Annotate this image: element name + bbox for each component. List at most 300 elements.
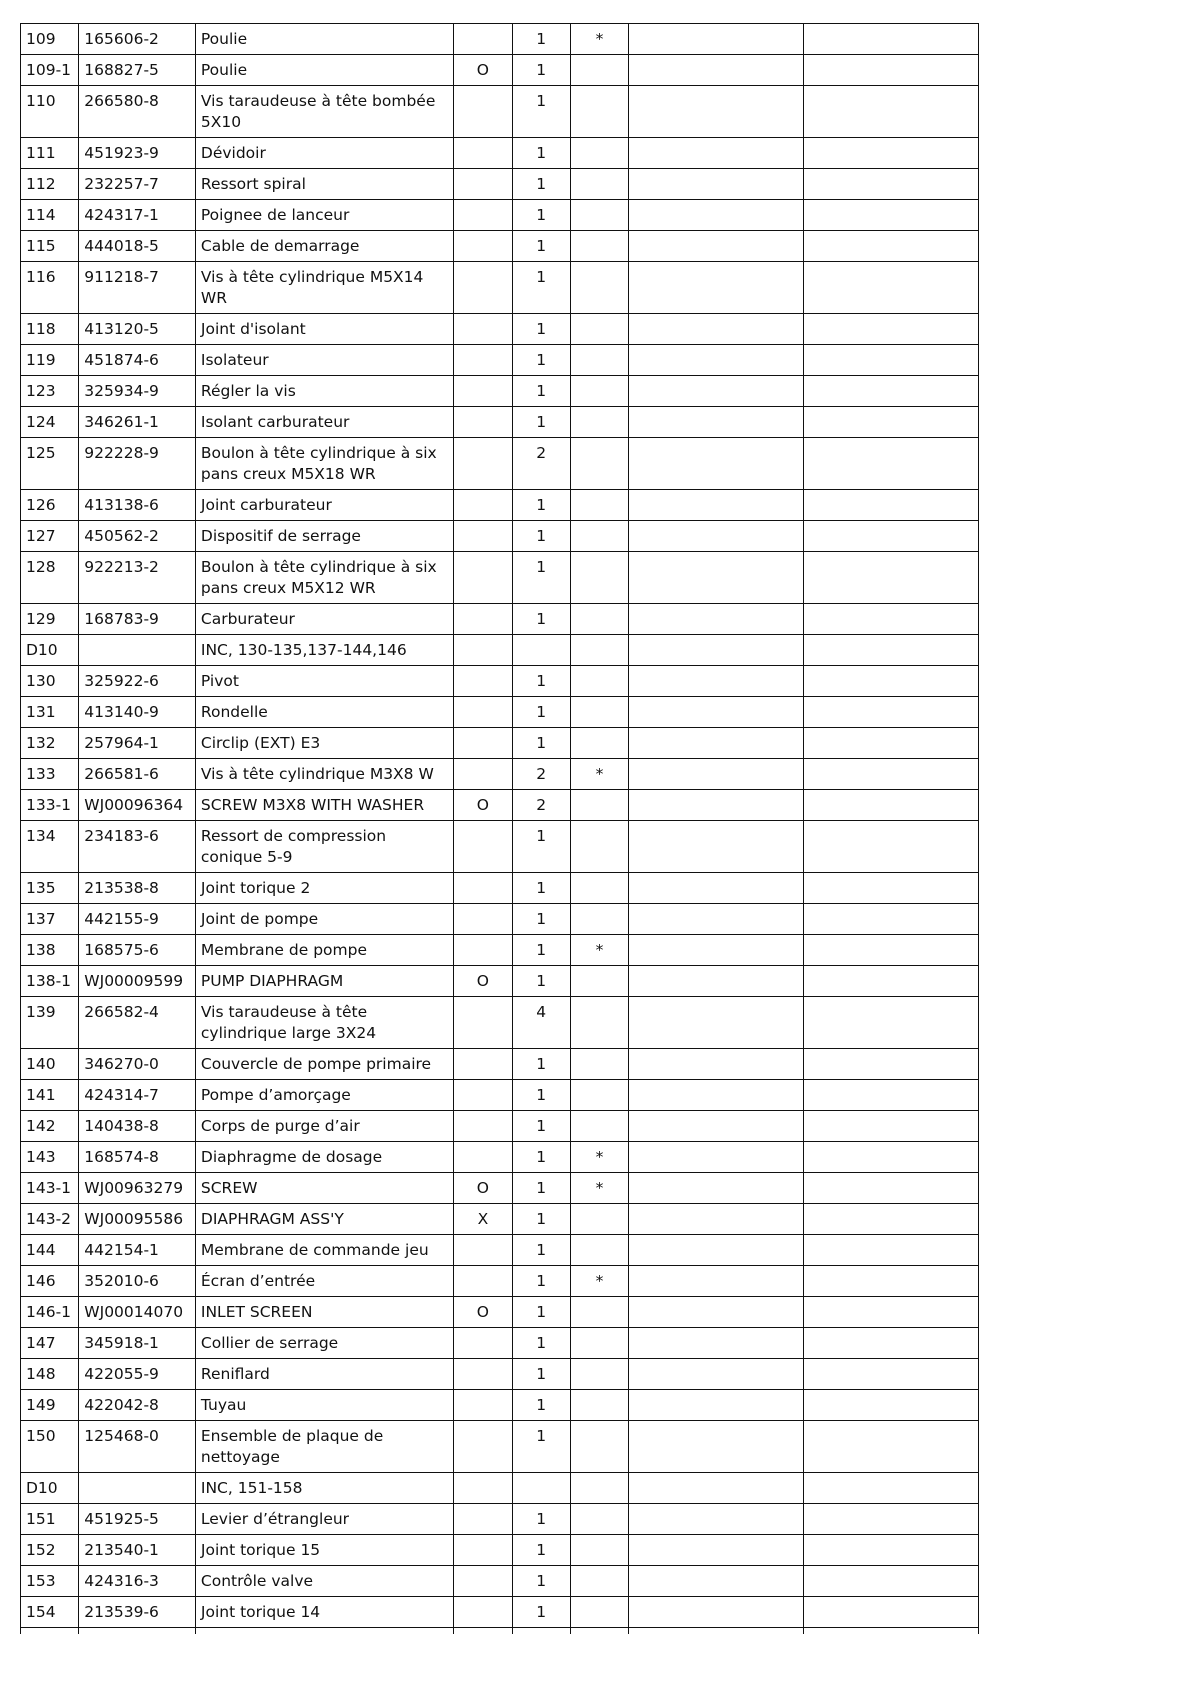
description-cell: Joint torique 14 [195, 1597, 453, 1628]
description-cell: Ressort de compression conique 5-9 [195, 821, 453, 873]
extra-col-1-cell [629, 1111, 804, 1142]
quantity-cell: 1 [512, 231, 570, 262]
table-row [21, 1049, 979, 1080]
description-cell: Pompe d’amorçage [195, 1080, 453, 1111]
option-mark-cell [454, 86, 512, 138]
part-no-cell: 413140-9 [79, 697, 196, 728]
part-no-cell: 413138-6 [79, 490, 196, 521]
part-no-cell: 352010-6 [79, 1266, 196, 1297]
table-row [21, 1535, 979, 1566]
part-no-cell: 413120-5 [79, 314, 196, 345]
table-row [21, 904, 979, 935]
quantity-cell: 1 [512, 1421, 570, 1473]
ref-no-cell: 143-2 [21, 1204, 79, 1235]
ref-no-cell: 109-1 [21, 55, 79, 86]
table-row [21, 552, 979, 604]
option-mark-cell [454, 635, 512, 666]
table-row [21, 231, 979, 262]
table-row [21, 1080, 979, 1111]
extra-col-1-cell [629, 1390, 804, 1421]
description-cell: Diaphragme de dosage [195, 1142, 453, 1173]
description-cell: Poulie [195, 24, 453, 55]
ref-no-cell: 143 [21, 1142, 79, 1173]
extra-col-2-cell [804, 86, 979, 138]
extra-col-2-cell [804, 697, 979, 728]
quantity-cell: 1 [512, 200, 570, 231]
ref-no-cell: 128 [21, 552, 79, 604]
extra-col-1-cell [629, 376, 804, 407]
quantity-cell: 1 [512, 1297, 570, 1328]
note-mark-cell [570, 1504, 628, 1535]
part-no-cell: 257964-1 [79, 728, 196, 759]
description-cell: Couvercle de pompe primaire [195, 1049, 453, 1080]
part-no-cell: 266581-6 [79, 759, 196, 790]
extra-col-1-cell [629, 790, 804, 821]
part-no-cell: 451925-5 [79, 1504, 196, 1535]
extra-col-2-cell [804, 790, 979, 821]
extra-col-2-cell [804, 407, 979, 438]
ref-no-cell: 111 [21, 138, 79, 169]
extra-col-1-cell [629, 262, 804, 314]
quantity-cell: 1 [512, 169, 570, 200]
part-no-cell: 424314-7 [79, 1080, 196, 1111]
part-no-cell: 325934-9 [79, 376, 196, 407]
option-mark-cell: O [454, 966, 512, 997]
description-cell: INC, 151-158 [195, 1473, 453, 1504]
option-mark-cell [454, 604, 512, 635]
extra-col-1-cell [629, 759, 804, 790]
table-row [21, 1266, 979, 1297]
note-mark-cell [570, 345, 628, 376]
quantity-cell: 1 [512, 345, 570, 376]
option-mark-cell [454, 697, 512, 728]
part-no-cell: 922213-2 [79, 552, 196, 604]
part-no-cell: 234183-6 [79, 821, 196, 873]
table-row [21, 1204, 979, 1235]
table-row [21, 1390, 979, 1421]
description-cell: Membrane de pompe [195, 935, 453, 966]
extra-col-1-cell [629, 1049, 804, 1080]
quantity-cell: 1 [512, 521, 570, 552]
option-mark-cell: O [454, 1173, 512, 1204]
table-row [21, 1566, 979, 1597]
ref-no-cell: 138-1 [21, 966, 79, 997]
option-mark-cell [454, 1328, 512, 1359]
part-no-cell: 125468-0 [79, 1421, 196, 1473]
note-mark-cell [570, 904, 628, 935]
table-row [21, 873, 979, 904]
option-mark-cell [454, 407, 512, 438]
quantity-cell: 1 [512, 1390, 570, 1421]
option-mark-cell [454, 345, 512, 376]
quantity-cell: 4 [512, 997, 570, 1049]
ref-no-cell: 116 [21, 262, 79, 314]
part-no-cell: 213540-1 [79, 1535, 196, 1566]
quantity-cell: 1 [512, 138, 570, 169]
extra-col-2-cell [804, 438, 979, 490]
extra-col-2-cell [804, 314, 979, 345]
ref-no-cell: 137 [21, 904, 79, 935]
ref-no-cell: 110 [21, 86, 79, 138]
ref-no-cell: 131 [21, 697, 79, 728]
description-cell: Poulie [195, 55, 453, 86]
ref-no-cell: 151 [21, 1504, 79, 1535]
extra-col-1-cell [629, 604, 804, 635]
part-no-cell: 451923-9 [79, 138, 196, 169]
description-cell: Poignee de lanceur [195, 200, 453, 231]
extra-col-1-cell [629, 904, 804, 935]
note-mark-cell [570, 1390, 628, 1421]
ref-no-cell: 135 [21, 873, 79, 904]
quantity-cell: 1 [512, 904, 570, 935]
quantity-cell: 1 [512, 1359, 570, 1390]
extra-col-1-cell [629, 821, 804, 873]
extra-col-1-cell [629, 635, 804, 666]
ref-no-cell: 153 [21, 1566, 79, 1597]
option-mark-cell [454, 376, 512, 407]
ref-no-cell: 112 [21, 169, 79, 200]
description-cell: Vis à tête cylindrique M3X8 W [195, 759, 453, 790]
option-mark-cell [454, 1266, 512, 1297]
table-row [21, 604, 979, 635]
table-row [21, 376, 979, 407]
description-cell: Tuyau [195, 1390, 453, 1421]
table-row [21, 1235, 979, 1266]
table-row [21, 345, 979, 376]
description-cell: Écran d’entrée [195, 1266, 453, 1297]
part-no-cell: 266582-4 [79, 997, 196, 1049]
ref-no-cell: 114 [21, 200, 79, 231]
part-no-cell: 345918-1 [79, 1328, 196, 1359]
quantity-cell: 1 [512, 1204, 570, 1235]
note-mark-cell [570, 55, 628, 86]
ref-no-cell: 125 [21, 438, 79, 490]
extra-col-1-cell [629, 1535, 804, 1566]
extra-col-2-cell [804, 966, 979, 997]
table-row [21, 728, 979, 759]
table-row [21, 200, 979, 231]
note-mark-cell [570, 790, 628, 821]
extra-col-2-cell [804, 997, 979, 1049]
part-no-cell: 422042-8 [79, 1390, 196, 1421]
extra-col-1-cell [629, 1359, 804, 1390]
part-no-cell: WJ00095586 [79, 1204, 196, 1235]
option-mark-cell: O [454, 1297, 512, 1328]
ref-no-cell: 124 [21, 407, 79, 438]
option-mark-cell [454, 904, 512, 935]
extra-col-1-cell [629, 407, 804, 438]
table-row [21, 997, 979, 1049]
note-mark-cell [570, 231, 628, 262]
option-mark-cell [454, 169, 512, 200]
description-cell: Joint d'isolant [195, 314, 453, 345]
note-mark-cell [570, 200, 628, 231]
option-mark-cell [454, 24, 512, 55]
note-mark-cell [570, 552, 628, 604]
description-cell: SCREW M3X8 WITH WASHER [195, 790, 453, 821]
continued-cell [21, 1628, 79, 1635]
description-cell: Corps de purge d’air [195, 1111, 453, 1142]
table-row [21, 169, 979, 200]
extra-col-1-cell [629, 521, 804, 552]
option-mark-cell [454, 1111, 512, 1142]
part-no-cell [79, 635, 196, 666]
description-cell: Circlip (EXT) E3 [195, 728, 453, 759]
part-no-cell: 266580-8 [79, 86, 196, 138]
option-mark-cell [454, 873, 512, 904]
note-mark-cell: * [570, 1266, 628, 1297]
description-cell: DIAPHRAGM ASS'Y [195, 1204, 453, 1235]
option-mark-cell [454, 138, 512, 169]
extra-col-2-cell [804, 552, 979, 604]
description-cell: Boulon à tête cylindrique à six pans creux M5X18 WR [195, 438, 453, 490]
quantity-cell: 1 [512, 314, 570, 345]
part-no-cell: 213538-8 [79, 873, 196, 904]
note-mark-cell [570, 1111, 628, 1142]
option-mark-cell [454, 997, 512, 1049]
extra-col-2-cell [804, 262, 979, 314]
ref-no-cell: 134 [21, 821, 79, 873]
extra-col-1-cell [629, 552, 804, 604]
ref-no-cell: 109 [21, 24, 79, 55]
note-mark-cell [570, 1080, 628, 1111]
quantity-cell: 1 [512, 1049, 570, 1080]
description-cell: Ressort spiral [195, 169, 453, 200]
note-mark-cell [570, 1566, 628, 1597]
extra-col-1-cell [629, 314, 804, 345]
extra-col-1-cell [629, 1204, 804, 1235]
quantity-cell: 1 [512, 1504, 570, 1535]
quantity-cell: 2 [512, 759, 570, 790]
extra-col-2-cell [804, 873, 979, 904]
description-cell: Vis à tête cylindrique M5X14 WR [195, 262, 453, 314]
table-row [21, 635, 979, 666]
table-row [21, 821, 979, 873]
part-no-cell: 346270-0 [79, 1049, 196, 1080]
description-cell: Contrôle valve [195, 1566, 453, 1597]
quantity-cell: 1 [512, 376, 570, 407]
part-no-cell: 444018-5 [79, 231, 196, 262]
description-cell: Joint de pompe [195, 904, 453, 935]
quantity-cell [512, 635, 570, 666]
option-mark-cell [454, 1504, 512, 1535]
extra-col-1-cell [629, 935, 804, 966]
table-row [21, 1142, 979, 1173]
ref-no-cell: 148 [21, 1359, 79, 1390]
note-mark-cell [570, 666, 628, 697]
extra-col-2-cell [804, 24, 979, 55]
note-mark-cell [570, 376, 628, 407]
table-row [21, 24, 979, 55]
note-mark-cell [570, 1473, 628, 1504]
extra-col-1-cell [629, 1566, 804, 1597]
option-mark-cell [454, 314, 512, 345]
extra-col-2-cell [804, 635, 979, 666]
extra-col-1-cell [629, 1142, 804, 1173]
ref-no-cell: 142 [21, 1111, 79, 1142]
extra-col-2-cell [804, 490, 979, 521]
quantity-cell: 1 [512, 666, 570, 697]
table-row [21, 86, 979, 138]
extra-col-2-cell [804, 1535, 979, 1566]
table-row [21, 759, 979, 790]
part-no-cell: 424317-1 [79, 200, 196, 231]
extra-col-2-cell [804, 728, 979, 759]
extra-col-2-cell [804, 821, 979, 873]
table-row [21, 697, 979, 728]
part-no-cell: 442154-1 [79, 1235, 196, 1266]
option-mark-cell [454, 438, 512, 490]
part-no-cell: 168575-6 [79, 935, 196, 966]
part-no-cell: 232257-7 [79, 169, 196, 200]
extra-col-1-cell [629, 1266, 804, 1297]
extra-col-2-cell [804, 1504, 979, 1535]
extra-col-2-cell [804, 1473, 979, 1504]
table-row [21, 966, 979, 997]
description-cell: SCREW [195, 1173, 453, 1204]
table-row [21, 1597, 979, 1628]
extra-col-2-cell [804, 1173, 979, 1204]
note-mark-cell [570, 1204, 628, 1235]
table-row [21, 438, 979, 490]
option-mark-cell [454, 1142, 512, 1173]
extra-col-1-cell [629, 1328, 804, 1359]
ref-no-cell: 152 [21, 1535, 79, 1566]
description-cell: Boulon à tête cylindrique à six pans creux M5X12 WR [195, 552, 453, 604]
note-mark-cell [570, 1359, 628, 1390]
ref-no-cell: D10 [21, 635, 79, 666]
table-row [21, 666, 979, 697]
parts-table-body [21, 24, 979, 1635]
table-row [21, 1297, 979, 1328]
extra-col-2-cell [804, 666, 979, 697]
description-cell: INC, 130-135,137-144,146 [195, 635, 453, 666]
extra-col-1-cell [629, 997, 804, 1049]
ref-no-cell: 146 [21, 1266, 79, 1297]
extra-col-2-cell [804, 604, 979, 635]
quantity-cell: 1 [512, 873, 570, 904]
extra-col-2-cell [804, 1359, 979, 1390]
part-no-cell [79, 1473, 196, 1504]
extra-col-1-cell [629, 728, 804, 759]
part-no-cell: 213539-6 [79, 1597, 196, 1628]
option-mark-cell [454, 1390, 512, 1421]
ref-no-cell: 127 [21, 521, 79, 552]
quantity-cell: 1 [512, 1111, 570, 1142]
quantity-cell: 1 [512, 728, 570, 759]
description-cell: INLET SCREEN [195, 1297, 453, 1328]
description-cell: Pivot [195, 666, 453, 697]
table-row [21, 138, 979, 169]
extra-col-2-cell [804, 1566, 979, 1597]
ref-no-cell: 133 [21, 759, 79, 790]
quantity-cell: 1 [512, 697, 570, 728]
quantity-cell: 1 [512, 1597, 570, 1628]
quantity-cell: 1 [512, 935, 570, 966]
quantity-cell: 1 [512, 1328, 570, 1359]
ref-no-cell: 126 [21, 490, 79, 521]
ref-no-cell: 147 [21, 1328, 79, 1359]
option-mark-cell: X [454, 1204, 512, 1235]
quantity-cell: 1 [512, 490, 570, 521]
extra-col-1-cell [629, 1297, 804, 1328]
extra-col-2-cell [804, 1142, 979, 1173]
description-cell: Dévidoir [195, 138, 453, 169]
note-mark-cell [570, 169, 628, 200]
quantity-cell: 1 [512, 407, 570, 438]
parts-list-page [20, 23, 979, 1634]
part-no-cell: 911218-7 [79, 262, 196, 314]
ref-no-cell: 129 [21, 604, 79, 635]
note-mark-cell [570, 1535, 628, 1566]
extra-col-2-cell [804, 1049, 979, 1080]
extra-col-2-cell [804, 1235, 979, 1266]
option-mark-cell [454, 552, 512, 604]
extra-col-1-cell [629, 55, 804, 86]
extra-col-1-cell [629, 1173, 804, 1204]
continued-cell [79, 1628, 196, 1635]
note-mark-cell [570, 1597, 628, 1628]
extra-col-1-cell [629, 138, 804, 169]
description-cell: Carburateur [195, 604, 453, 635]
note-mark-cell: * [570, 759, 628, 790]
extra-col-1-cell [629, 697, 804, 728]
extra-col-1-cell [629, 169, 804, 200]
note-mark-cell [570, 821, 628, 873]
note-mark-cell [570, 873, 628, 904]
table-row [21, 262, 979, 314]
continued-cell [454, 1628, 512, 1635]
extra-col-1-cell [629, 345, 804, 376]
quantity-cell: 1 [512, 86, 570, 138]
description-cell: Ensemble de plaque de nettoyage [195, 1421, 453, 1473]
ref-no-cell: 141 [21, 1080, 79, 1111]
extra-col-2-cell [804, 200, 979, 231]
note-mark-cell [570, 1328, 628, 1359]
table-row [21, 1473, 979, 1504]
part-no-cell: WJ00014070 [79, 1297, 196, 1328]
note-mark-cell [570, 966, 628, 997]
parts-table [20, 23, 979, 1634]
note-mark-cell [570, 604, 628, 635]
option-mark-cell: O [454, 790, 512, 821]
description-cell: Cable de demarrage [195, 231, 453, 262]
note-mark-cell [570, 438, 628, 490]
continued-cell [570, 1628, 628, 1635]
description-cell: Régler la vis [195, 376, 453, 407]
extra-col-1-cell [629, 1504, 804, 1535]
table-row [21, 407, 979, 438]
extra-col-2-cell [804, 345, 979, 376]
ref-no-cell: 132 [21, 728, 79, 759]
part-no-cell: 168827-5 [79, 55, 196, 86]
extra-col-1-cell [629, 1421, 804, 1473]
table-row [21, 935, 979, 966]
option-mark-cell: O [454, 55, 512, 86]
description-cell: Joint torique 2 [195, 873, 453, 904]
ref-no-cell: 133-1 [21, 790, 79, 821]
ref-no-cell: 123 [21, 376, 79, 407]
description-cell: Isolant carburateur [195, 407, 453, 438]
note-mark-cell [570, 997, 628, 1049]
extra-col-1-cell [629, 966, 804, 997]
ref-no-cell: 140 [21, 1049, 79, 1080]
table-row [21, 521, 979, 552]
ref-no-cell: 154 [21, 1597, 79, 1628]
extra-col-2-cell [804, 1421, 979, 1473]
part-no-cell: 325922-6 [79, 666, 196, 697]
table-row-continued [21, 1628, 979, 1635]
